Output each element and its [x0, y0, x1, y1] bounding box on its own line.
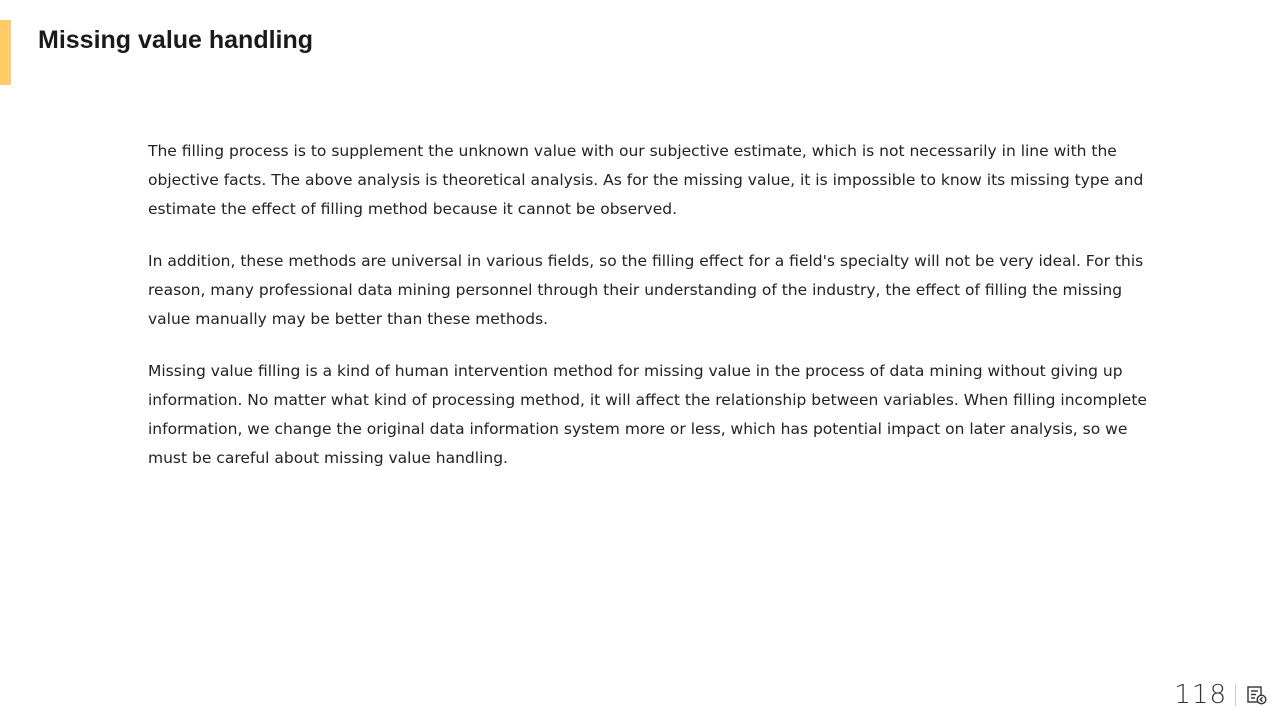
paragraph-2: In addition, these methods are universal in various fields, so the filling effect for a field's specialty will not be very ideal. For this reason, many professional data mining personnel through their understanding of the industry, the effect of filling the missing value manually may be better than these methods.	[148, 252, 1144, 328]
slide-menu-icon[interactable]	[1246, 684, 1268, 706]
footer-divider	[1235, 684, 1236, 706]
slide-body	[148, 137, 1168, 496]
slide-footer	[1174, 680, 1268, 710]
paragraph-1: The filling process is to supplement the unknown value with our subjective estimate, which is not necessarily in line with the objective facts. The above analysis is theoretical analysis. As for the missing value, it is impossible to know its missing type and estimate the effect of filling method because it cannot be observed.	[148, 142, 1144, 218]
paragraph-3: Missing value filling is a kind of human intervention method for missing value in the process of data mining without giving up information. No matter what kind of processing method, it will affect the relationship between variables. When filling incomplete information, we change the original data information system more or less, which has potential impact on later analysis, so we must be careful about missing value handling.	[148, 362, 1147, 467]
slide-title: Missing value handling	[38, 26, 314, 54]
title-accent-bar	[0, 20, 11, 85]
page-number: 118	[1174, 680, 1227, 710]
